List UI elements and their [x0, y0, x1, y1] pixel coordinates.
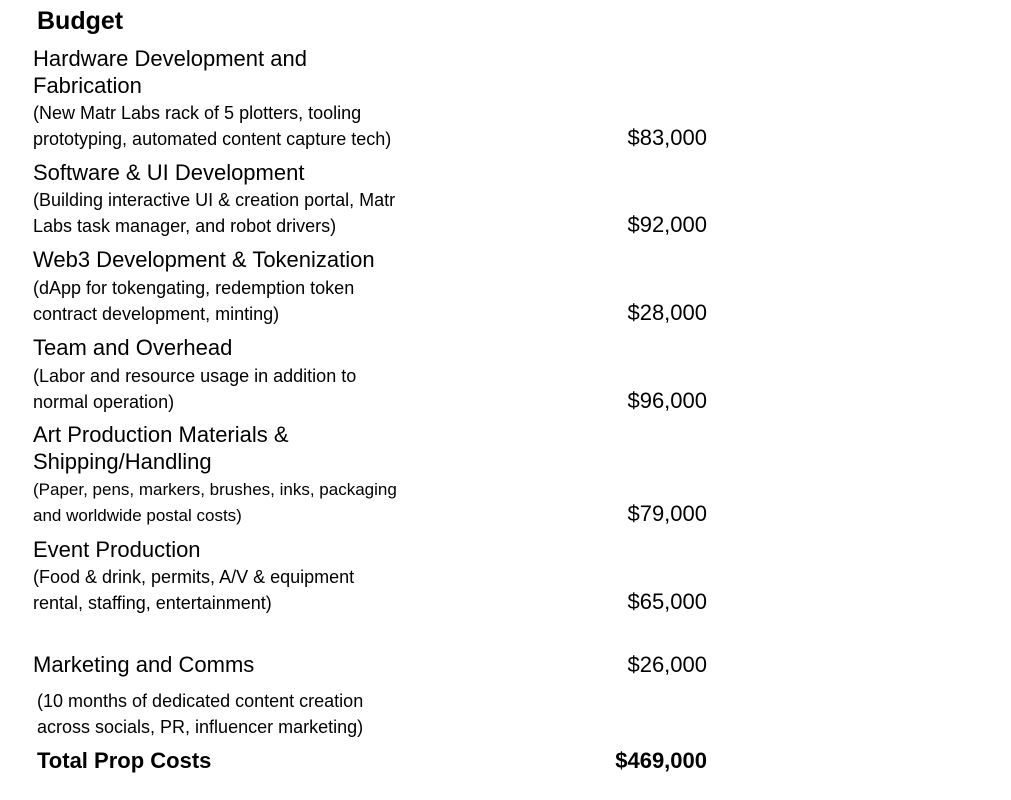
page-title: Budget	[37, 7, 124, 35]
item-software-name: Software & UI Development	[33, 160, 305, 185]
item-web3-name: Web3 Development & Tokenization	[33, 247, 375, 272]
item-art-desc-line-2: and worldwide postal costs)	[33, 506, 242, 525]
item-marketing-amount: $26,000	[627, 652, 707, 677]
item-event-amount: $65,000	[627, 589, 707, 614]
item-marketing-desc-line-1: (10 months of dedicated content creation	[37, 691, 364, 711]
item-web3-desc-line-1: (dApp for tokengating, redemption token	[33, 278, 355, 298]
item-web3-amount: $28,000	[627, 300, 707, 325]
item-event-name: Event Production	[33, 537, 201, 562]
item-web3-desc-line-2: contract development, minting)	[33, 304, 280, 324]
item-software-amount: $92,000	[627, 212, 707, 237]
item-art-amount: $79,000	[627, 501, 707, 526]
item-marketing-desc-line-2: across socials, PR, influencer marketing)	[37, 717, 364, 737]
item-hardware-desc-line-2: prototyping, automated content capture tech)	[33, 129, 392, 149]
item-software-desc-line-1: (Building interactive UI & creation portal, Matr	[33, 190, 396, 210]
item-team-desc-line-2: normal operation)	[33, 392, 175, 412]
item-team-amount: $96,000	[627, 388, 707, 413]
item-marketing-name: Marketing and Comms	[33, 652, 255, 677]
item-event-desc-line-1: (Food & drink, permits, A/V & equipment	[33, 567, 355, 587]
item-event-desc-line-2: rental, staffing, entertainment)	[33, 593, 272, 613]
item-art-name-line-1: Art Production Materials &	[33, 422, 289, 447]
item-hardware-desc-line-1: (New Matr Labs rack of 5 plotters, tooling	[33, 103, 362, 123]
item-team-name: Team and Overhead	[33, 335, 233, 360]
item-art-name-line-2: Shipping/Handling	[33, 449, 212, 474]
item-team-desc-line-1: (Labor and resource usage in addition to	[33, 366, 357, 386]
item-art-desc-line-1: (Paper, pens, markers, brushes, inks, packaging	[33, 480, 397, 499]
total-amount: $469,000	[615, 748, 707, 773]
item-software-desc-line-2: Labs task manager, and robot drivers)	[33, 216, 337, 236]
item-hardware-name-line-2: Fabrication	[33, 73, 142, 98]
item-hardware-name-line-1: Hardware Development and	[33, 46, 307, 71]
item-hardware-amount: $83,000	[627, 125, 707, 150]
total-label: Total Prop Costs	[37, 748, 212, 773]
